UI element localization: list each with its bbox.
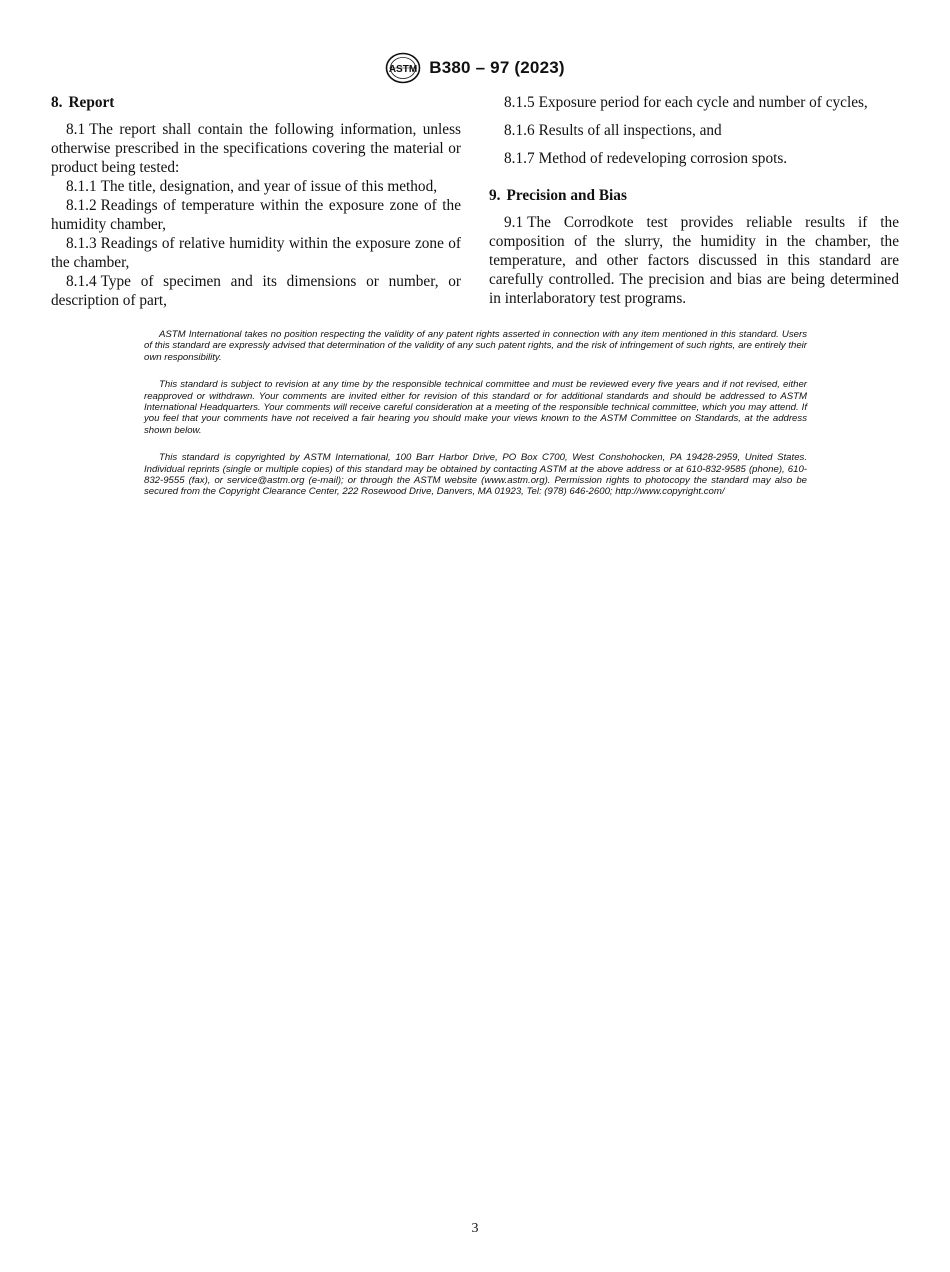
section-title: Precision and Bias (506, 187, 627, 204)
section-number: 9. (489, 187, 501, 204)
left-column (51, 93, 461, 310)
paragraph-9-1: 9.1 The Corrodkote test provides reliable results if the composition of the slurry, the humidity in the chamber, the temperature, and other factors discussed in this standard are carefully controlled. The precision and bias are being determined in interlaboratory test programs. (489, 214, 899, 307)
paragraph-8-1-6: 8.1.6 Results of all inspections, and (504, 122, 722, 139)
paragraph-8-1-2: 8.1.2 Readings of temperature within the exposure zone of the humidity chamber, (51, 197, 461, 233)
document-designation: B380 – 97 (2023) (429, 58, 565, 77)
paragraph-8-1-4: 8.1.4 Type of specimen and its dimensions or number, or description of part, (51, 273, 461, 309)
paragraph-8-1: 8.1 The report shall contain the following information, unless otherwise prescribed in the specifications covering the material or product being tested: (51, 121, 461, 176)
page-number: 3 (471, 1221, 479, 1236)
copyright-notice: This standard is copyrighted by ASTM International, 100 Barr Harbor Drive, PO Box C700, West Conshohocken, PA 19428-2959, United States. Individual reprints (single or multiple copies) of this standard may be obtained by contacting ASTM at the above address or at 610-832-9585 (phone), 610-832-9555 (fax), or service@astm.org (e-mail); or through the ASTM website (www.astm.org). Permission rights to photocopy the standard may also be secured from the Copyright Clearance Center, 222 Rosewood Drive, Danvers, MA 01923, Tel: (978) 646-2600; http://www.copyright.com/ (144, 452, 807, 498)
section-title: Report (68, 94, 115, 111)
astm-logo-icon (385, 52, 421, 84)
revision-notice: This standard is subject to revision at any time by the responsible technical committee and must be reviewed every five years and if not revised, either reapproved or withdrawn. Your comments are invited either for revision of this standard or for additional standards and should be addressed to ASTM International Headquarters. Your comments will receive careful consideration at a meeting of the responsible technical committee, which you may attend. If you feel that your comments have not received a fair hearing you should make your views known to the ASTM Committee on Standards, at the address shown below. (144, 379, 807, 436)
section-number: 8. (51, 94, 63, 111)
page-header (0, 52, 950, 84)
paragraph-8-1-1: 8.1.1 The title, designation, and year of issue of this method, (66, 178, 438, 195)
logo-text: ASTM (389, 64, 418, 75)
legal-notices (144, 329, 807, 514)
section-heading-report (51, 93, 461, 112)
paragraph-8-1-5: 8.1.5 Exposure period for each cycle and number of cycles, (504, 94, 868, 111)
paragraph-8-1-3: 8.1.3 Readings of relative humidity within the exposure zone of the chamber, (51, 235, 461, 271)
right-column (489, 93, 899, 308)
paragraph-8-1-7: 8.1.7 Method of redeveloping corrosion spots. (504, 150, 788, 167)
section-heading-precision-bias (489, 186, 899, 205)
patent-notice: ASTM International takes no position respecting the validity of any patent rights asserted in connection with any item mentioned in this standard. Users of this standard are expressly advised that determination of the validity of any such patent rights, and the risk of infringement of such rights, are entirely their own responsibility. (144, 329, 807, 363)
